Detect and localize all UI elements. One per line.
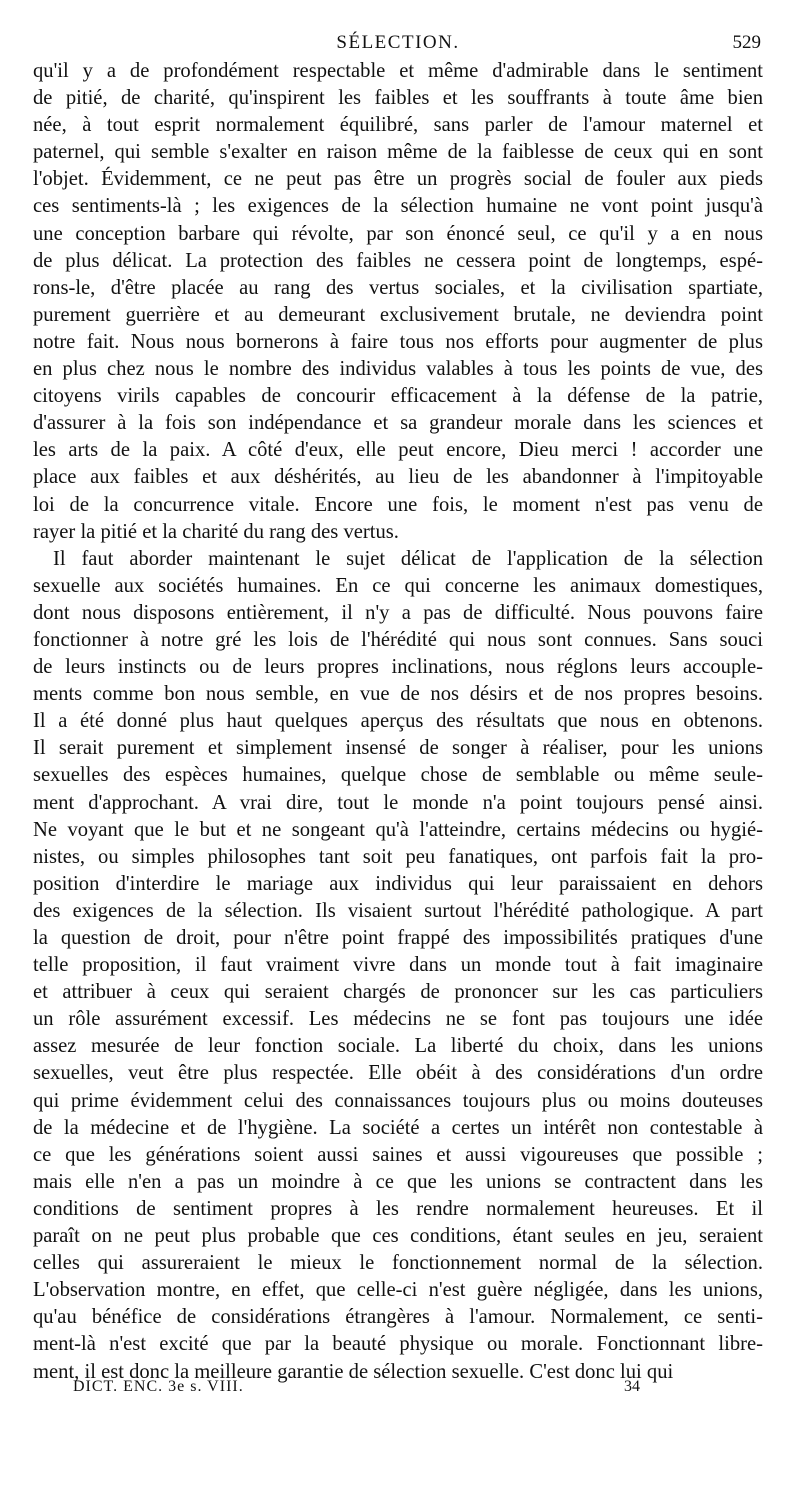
text-line: purement guerrière et au demeurant exclusivement brutale, ne deviendra point [33,303,763,326]
text-line: qu'au bénéfice de considérations étrangères à l'amour. Normalement, ce senti- [33,1306,763,1329]
text-line: ment d'approchant. A vrai dire, tout le monde n'a point toujours pensé ainsi. [33,791,763,814]
text-line: les arts de la paix. A côté d'eux, elle peut encore, Dieu merci ! accorder une [33,439,763,462]
text-line: telle proposition, il faut vraiment vivre dans un monde tout à fait imaginaire [33,954,763,977]
text-line: L'observation montre, en effet, que celle-ci n'est guère négligée, dans les unions, [33,1279,763,1302]
signature-mark: DICT. ENC. 3e s. VIII. [73,1378,244,1395]
text-line: loi de la concurrence vitale. Encore une fois, le moment n'est pas venu de [33,493,763,516]
text-line: place aux faibles et aux déshérités, au lieu de les abandonner à l'impitoyable [33,466,763,489]
text-line: sexuelles, veut être plus respectée. Elle obéit à des considérations d'un ordre [33,1062,763,1085]
text-line: sexuelles des espèces humaines, quelque chose de semblable ou même seule- [33,764,763,787]
text-line: de leurs instincts ou de leurs propres inclinations, nous réglons leurs accouple- [33,656,763,679]
text-line: d'assurer à la fois son indépendance et sa grandeur morale dans les sciences et [33,412,763,435]
document-page [33,30,763,1386]
signature-number: 34 [624,1378,640,1395]
text-line: Il serait purement et simplement insensé de songer à réaliser, pour les unions [33,737,763,760]
text-line: conditions de sentiment propres à les rendre normalement heureuses. Et il [33,1197,763,1220]
page-number: 529 [732,32,761,53]
text-line: ments comme bon nous semble, en vue de nos désirs et de nos propres besoins. [33,683,763,706]
text-line: qui prime évidemment celui des connaissances toujours plus ou moins douteuses [33,1089,763,1112]
text-line: celles qui assureraient le mieux le fonctionnement normal de la sélection. [33,1252,763,1275]
text-line: paraît on ne peut plus probable que ces conditions, étant seules en jeu, seraient [33,1225,763,1248]
running-title: SÉLECTION. [336,32,460,53]
body-text [33,58,763,1386]
text-line: sexuelle aux sociétés humaines. En ce qui concerne les animaux domestiques, [33,574,763,597]
text-line: ment, il est donc la meilleure garantie de sélection sexuelle. C'est donc lui qui [33,1360,674,1383]
text-line: une conception barbare qui révolte, par son énoncé seul, ce qu'il y a en nous [33,222,763,245]
text-line: paternel, qui semble s'exalter en raison même de la faiblesse de ceux qui en sont [33,141,763,164]
text-line: de la médecine et de l'hygiène. La société a certes un intérêt non contestable à [33,1116,763,1139]
text-line: nistes, ou simples philosophes tant soit peu fanatiques, ont parfois fait la pro- [33,845,763,868]
text-line: Il a été donné plus haut quelques aperçus des résultats que nous en obtenons. [33,710,763,733]
text-line: ces sentiments-là ; les exigences de la sélection humaine ne vont point jusqu'à [33,195,763,218]
text-line: fonctionner à notre gré les lois de l'hérédité qui nous sont connues. Sans souci [33,628,763,651]
running-head [33,30,763,58]
text-line: née, à tout esprit normalement équilibré, sans parler de l'amour maternel et [33,114,763,137]
text-line: notre fait. Nous nous bornerons à faire tous nos efforts pour augmenter de plus [33,330,763,353]
text-line: qu'il y a de profondément respectable et même d'admirable dans le sentiment [33,60,763,82]
text-line: la question de droit, pour n'être point frappé des impossibilités pratiques d'une [33,927,763,949]
text-line: mais elle n'en a pas un moindre à ce que les unions se contractent dans les [33,1170,763,1193]
text-line: assez mesurée de leur fonction sociale. La liberté du choix, dans les unions [33,1035,763,1058]
text-line: citoyens virils capables de concourir efficacement à la défense de la patrie, [33,385,763,408]
text-line: rons-le, d'être placée au rang des vertus sociales, et la civilisation spartiate, [33,276,763,299]
text-line: ce que les générations soient aussi saines et aussi vigoureuses que possible ; [33,1143,763,1166]
text-line: rayer la pitié et la charité du rang des vertus. [33,520,399,543]
text-line: de plus délicat. La protection des faibles ne cessera point de longtemps, espé- [33,249,763,272]
text-line: de pitié, de charité, qu'inspirent les faibles et les souffrants à toute âme bien [33,87,763,110]
text-line: et attribuer à ceux qui seraient chargés de prononcer sur les cas particuliers [33,981,763,1004]
text-line: ment-là n'est excité que par la beauté physique ou morale. Fonctionnant libre- [33,1333,763,1356]
text-line: en plus chez nous le nombre des individus valables à tous les points de vue, des [33,358,763,381]
text-line: position d'interdire le mariage aux individus qui leur paraissaient en dehors [33,872,763,895]
text-line: l'objet. Évidemment, ce ne peut pas être un progrès social de fouler aux pieds [33,168,763,191]
text-line: Il faut aborder maintenant le sujet délicat de l'application de la sélection [53,547,763,570]
text-line: dont nous disposons entièrement, il n'y a pas de difficulté. Nous pouvons faire [33,601,763,624]
text-line: Ne voyant que le but et ne songeant qu'à l'atteindre, certains médecins ou hygié- [33,818,763,841]
paragraph-1 [33,58,763,546]
paragraph-2 [33,546,763,1386]
text-line: un rôle assurément excessif. Les médecins ne se font pas toujours une idée [33,1008,763,1031]
text-line: des exigences de la sélection. Ils visaient surtout l'hérédité pathologique. A part [33,899,763,922]
